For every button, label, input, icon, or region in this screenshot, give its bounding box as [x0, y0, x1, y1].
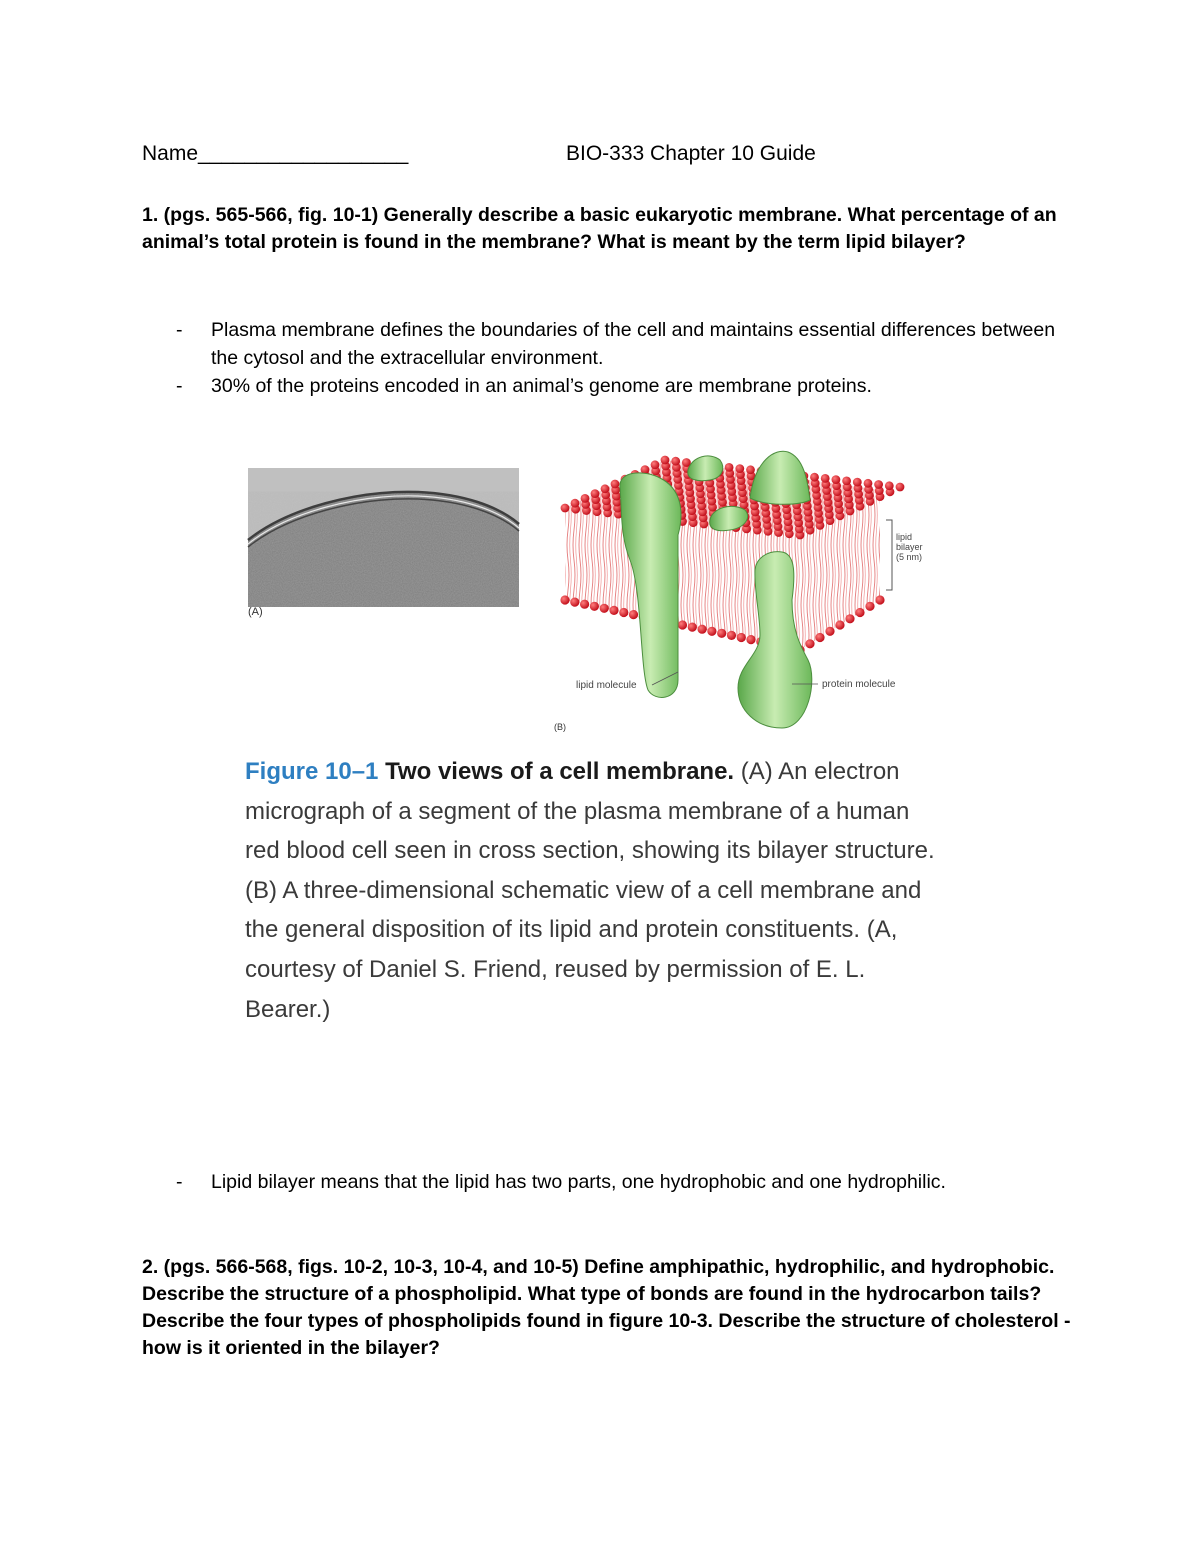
lipid-head-group: [885, 481, 894, 490]
lipid-head-group: [619, 608, 628, 617]
lipid-head-group: [875, 595, 884, 604]
bullet-dash: -: [176, 1171, 183, 1193]
lipid-head-group: [651, 460, 660, 469]
lipid-head-group: [727, 631, 736, 640]
lipid-head-group: [688, 623, 697, 632]
lipid-head-group: [678, 620, 687, 629]
lipid-head-group: [864, 479, 873, 488]
lipid-head-group: [591, 489, 600, 498]
lipid-head-group: [601, 484, 610, 493]
lipid-head-group: [609, 606, 618, 615]
lipid-head-group: [746, 465, 755, 474]
lipid-head-group: [810, 473, 819, 482]
lipid-bilayer-label-1: lipid: [896, 532, 913, 542]
lipid-head-group: [661, 456, 670, 465]
lipid-bilayer-label-3: (5 nm): [896, 552, 923, 562]
protein-molecule-label: protein molecule: [822, 679, 896, 690]
lipid-head-group: [896, 483, 905, 492]
answer-text: 30% of the proteins encoded in an animal’s genome are membrane proteins.: [211, 375, 872, 397]
answer-text: Lipid bilayer means that the lipid has two parts, one hydrophobic and one hydrophilic.: [211, 1171, 946, 1193]
lipid-bilayer-label-2: bilayer: [896, 542, 923, 552]
lipid-head-group: [821, 474, 830, 483]
answer-text: Plasma membrane defines the boundaries of the cell and maintains essential differences between the cytosol and the extracellular environment.: [211, 319, 1056, 369]
answer-list-q1: [142, 316, 1082, 400]
lipid-head-group: [865, 602, 874, 611]
answer-bullet: [142, 316, 1082, 372]
lipid-head-group: [832, 475, 841, 484]
lipid-head-group: [835, 620, 844, 629]
lipid-head-group: [874, 480, 883, 489]
figure-caption: [245, 752, 945, 1029]
bullet-dash: -: [176, 375, 183, 397]
answer-bullet: [142, 1168, 1082, 1196]
bullet-dash: -: [176, 319, 183, 341]
lipid-head-group: [629, 610, 638, 619]
lipid-head-group: [855, 608, 864, 617]
document-title: BIO-333 Chapter 10 Guide: [566, 142, 816, 165]
lipid-head-group: [746, 635, 755, 644]
lipid-head-group: [560, 595, 569, 604]
panel-a-label: (A): [248, 606, 263, 618]
caption-body: (A) An electron micrograph of a segment of the plasma membrane of a human red blood cell seen in cross section, showing its bilayer structure. (B) A three-dimensional schematic view of a cell membrane and the general disposition of its lipid and protein constituents. (A, courtesy of Daniel S. Friend, reused by permission of E. L. Bearer.): [245, 758, 935, 1023]
lipid-head-group: [805, 639, 814, 648]
lipid-head-group: [825, 627, 834, 636]
lipid-head-group: [842, 477, 851, 486]
answer-bullet: [142, 372, 1082, 400]
lipid-head-group: [570, 598, 579, 607]
panel-b-label: (B): [554, 722, 566, 732]
question-1: 1. (pgs. 565-566, fig. 10-1) Generally describe a basic eukaryotic membrane. What percentage of an animal’s total protein is found in the membrane? What is meant by the term lipid bilayer?: [142, 204, 1057, 253]
lipid-head-group: [590, 602, 599, 611]
lipid-head-group: [707, 627, 716, 636]
name-field-label: Name__________________: [142, 142, 409, 165]
lipid-head-group: [611, 480, 620, 489]
lipid-head-group: [600, 604, 609, 613]
lipid-head-group: [580, 600, 589, 609]
lipid-head-group: [717, 629, 726, 638]
answer-list-q1-continued: [142, 1168, 1082, 1196]
lipid-head-group: [581, 494, 590, 503]
lipid-head-group: [737, 633, 746, 642]
lipid-head-group: [671, 457, 680, 466]
question-2: 2. (pgs. 566-568, figs. 10-2, 10-3, 10-4, and 10-5) Define amphipathic, hydrophilic, and hydrophobic. Describe the structure of a phospholipid. What type of bonds are found in the hydrocarbon tails? Describe the four types of phospholipids found in figure 10-3. Describe the structure of cholesterol - how is it oriented in the bilayer?: [142, 1256, 1071, 1359]
lipid-head-group: [561, 504, 570, 513]
lipid-head-group: [725, 463, 734, 472]
lipid-head-group: [571, 499, 580, 508]
lipid-molecule-label: lipid molecule: [576, 680, 637, 691]
caption-figure-number: Figure 10–1: [245, 758, 379, 785]
caption-title: Two views of a cell membrane.: [385, 758, 735, 785]
lipid-head-group: [815, 633, 824, 642]
lipid-head-group: [845, 614, 854, 623]
electron-micrograph-image: [248, 468, 519, 607]
lipid-head-group: [735, 464, 744, 473]
lipid-head-group: [698, 625, 707, 634]
lipid-head-group: [853, 478, 862, 487]
membrane-schematic-image: [554, 440, 923, 732]
